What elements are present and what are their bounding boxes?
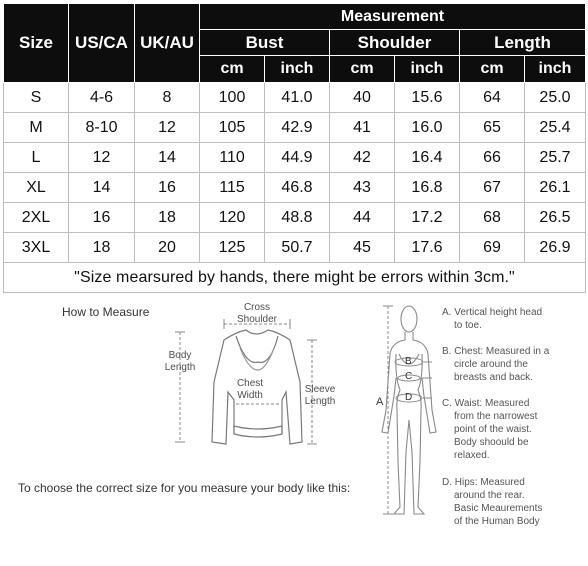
- header-ukau: UK/AU: [135, 4, 200, 83]
- table-cell: 43: [330, 173, 395, 203]
- cross-shoulder-label: Cross Shoulder: [236, 302, 278, 325]
- table-cell: 12: [135, 113, 200, 143]
- how-to-measure-title: How to Measure: [62, 305, 150, 319]
- table-cell: 16.0: [395, 113, 460, 143]
- table-cell: 69: [460, 233, 525, 263]
- table-cell: 16.8: [395, 173, 460, 203]
- table-cell: 17.2: [395, 203, 460, 233]
- table-cell: 115: [200, 173, 265, 203]
- table-row: [4, 233, 586, 263]
- table-cell: 26.9: [525, 233, 586, 263]
- table-cell: 45: [330, 233, 395, 263]
- size-table: [3, 3, 586, 293]
- table-cell: 65: [460, 113, 525, 143]
- table-cell: 26.5: [525, 203, 586, 233]
- header-size: Size: [4, 4, 69, 83]
- table-cell: 125: [200, 233, 265, 263]
- header-usca: US/CA: [69, 4, 135, 83]
- body-length-label: Body Length: [164, 350, 196, 373]
- table-cell: 3XL: [4, 233, 69, 263]
- table-cell: 25.7: [525, 143, 586, 173]
- header-bust: Bust: [200, 30, 330, 56]
- table-cell: 25.4: [525, 113, 586, 143]
- table-cell: 44: [330, 203, 395, 233]
- legend-a: A. Vertical height head to toe.: [442, 307, 543, 331]
- table-cell: 41: [330, 113, 395, 143]
- table-cell: 16: [135, 173, 200, 203]
- table-cell: 25.0: [525, 83, 586, 113]
- table-cell: 14: [69, 173, 135, 203]
- sleeve-length-label: Sleeve Length: [304, 384, 336, 407]
- table-cell: 66: [460, 143, 525, 173]
- table-row: [4, 203, 586, 233]
- table-cell: 2XL: [4, 203, 69, 233]
- measurement-note: "Size mearsured by hands, there might be errors within 3cm.": [4, 263, 586, 293]
- marker-c: C: [405, 371, 413, 382]
- header-shoulder-inch: inch: [395, 56, 460, 83]
- table-cell: 48.8: [265, 203, 330, 233]
- instruction-text: To choose the correct size for you measure your body like this:: [18, 481, 351, 495]
- table-cell: 20: [135, 233, 200, 263]
- table-cell: 17.6: [395, 233, 460, 263]
- table-cell: 67: [460, 173, 525, 203]
- table-cell: 64: [460, 83, 525, 113]
- table-cell: L: [4, 143, 69, 173]
- note-row: [4, 263, 586, 293]
- marker-a: A: [376, 396, 384, 408]
- table-cell: XL: [4, 173, 69, 203]
- header-bust-inch: inch: [265, 56, 330, 83]
- measuring-guide: [0, 292, 588, 566]
- table-cell: 41.0: [265, 83, 330, 113]
- table-cell: 15.6: [395, 83, 460, 113]
- header-length-cm: cm: [460, 56, 525, 83]
- table-row: [4, 143, 586, 173]
- table-cell: 44.9: [265, 143, 330, 173]
- table-row: [4, 113, 586, 143]
- table-cell: 18: [69, 233, 135, 263]
- table-row: [4, 83, 586, 113]
- body-measure-lines: [383, 306, 432, 514]
- header-length: Length: [460, 30, 586, 56]
- table-cell: 46.8: [265, 173, 330, 203]
- table-cell: 40: [330, 83, 395, 113]
- table-cell: 42: [330, 143, 395, 173]
- table-cell: 50.7: [265, 233, 330, 263]
- header-measurement: Measurement: [200, 4, 586, 30]
- table-cell: 100: [200, 83, 265, 113]
- table-cell: 120: [200, 203, 265, 233]
- human-figure: [382, 306, 436, 514]
- table-cell: 16.4: [395, 143, 460, 173]
- header-bust-cm: cm: [200, 56, 265, 83]
- table-cell: 18: [135, 203, 200, 233]
- header-shoulder-cm: cm: [330, 56, 395, 83]
- marker-b: B: [405, 356, 412, 367]
- table-row: [4, 173, 586, 203]
- table-cell: 105: [200, 113, 265, 143]
- header-length-inch: inch: [525, 56, 586, 83]
- chest-width-label: Chest Width: [236, 378, 264, 401]
- table-cell: M: [4, 113, 69, 143]
- legend-b: B. Chest: Measured in a circle around the breasts and back.: [442, 346, 550, 383]
- table-cell: 68: [460, 203, 525, 233]
- legend-c: C. Waist: Measured from the narrowest point of the waist. Body shoould be relaxed.: [442, 398, 538, 461]
- table-cell: S: [4, 83, 69, 113]
- table-cell: 26.1: [525, 173, 586, 203]
- table-cell: 4-6: [69, 83, 135, 113]
- table-cell: 8: [135, 83, 200, 113]
- legend-d: D. Hips: Measured around the rear. Basic Meaurements of the Human Body: [442, 477, 543, 527]
- table-cell: 8-10: [69, 113, 135, 143]
- table-cell: 42.9: [265, 113, 330, 143]
- marker-d: D: [405, 392, 413, 403]
- table-cell: 16: [69, 203, 135, 233]
- table-cell: 12: [69, 143, 135, 173]
- table-cell: 110: [200, 143, 265, 173]
- table-cell: 14: [135, 143, 200, 173]
- header-shoulder: Shoulder: [330, 30, 460, 56]
